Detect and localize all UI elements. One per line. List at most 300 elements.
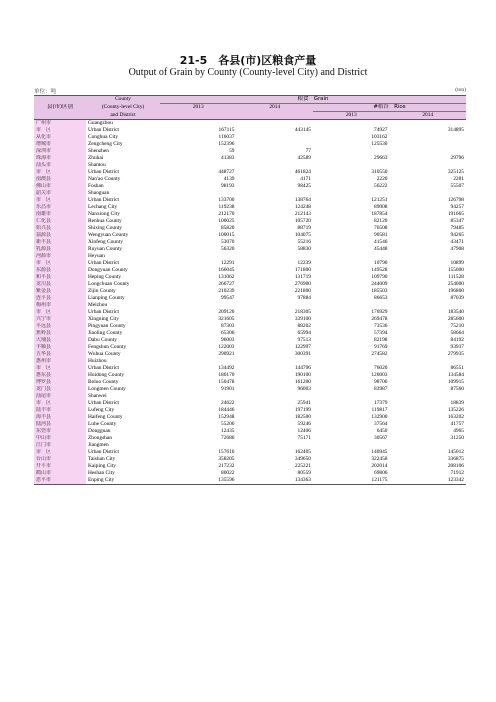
cell-rice-2014	[390, 141, 467, 148]
cell-county-cn: 东源县	[34, 267, 86, 274]
cell-grain-2013: 212170	[218, 211, 235, 217]
cell-rice-2013: 45448	[374, 246, 388, 252]
cell-grain-2013	[160, 253, 237, 260]
cell-rice-2013	[313, 393, 390, 400]
cell-county-cn: 中山市	[34, 435, 86, 442]
cell-county-en: Shaoguan	[88, 190, 110, 196]
table-row	[34, 204, 466, 211]
cell-county-cn: 台山市	[34, 456, 86, 463]
header-rice: #稻谷 Rice	[313, 104, 466, 112]
cell-grain-2013: 166045	[218, 267, 235, 273]
cell-county-en: Shixing County	[88, 225, 122, 231]
cell-county-en: Lianping County	[88, 295, 125, 301]
cell-grain-2013: 85820	[221, 225, 235, 231]
cell-grain-2014: 218305	[294, 309, 311, 315]
cell-rice-2013: 149528	[371, 267, 388, 273]
cell-grain-2013: 65306	[221, 330, 235, 336]
table-row	[34, 456, 466, 463]
page-title-chinese: 21-5 各县(市)区粮食产量	[179, 54, 317, 67]
cell-rice-2013: 140945	[371, 449, 388, 455]
cell-county-en: Lufeng City	[88, 407, 115, 413]
cell-grain-2013: 96003	[221, 337, 235, 343]
cell-county-en: Urban District	[88, 449, 119, 455]
header-county-cn: 县(市)区别	[34, 104, 86, 112]
cell-rice-2013: 41546	[374, 239, 388, 245]
table-row	[34, 127, 466, 134]
cell-county-cn: 南雄市	[34, 211, 86, 218]
cell-rice-2013: 90581	[374, 232, 388, 238]
table-row	[34, 246, 466, 253]
cell-county-en: Renhua County	[88, 218, 122, 224]
cell-grain-2013: 72686	[221, 435, 235, 441]
page-title-english: Output of Grain by County (County-level City) and District	[128, 67, 368, 78]
cell-rice-2013: 76508	[374, 225, 388, 231]
cell-grain-2014	[237, 442, 314, 449]
cell-county-en: Jiaoling County	[88, 330, 123, 336]
table-row	[34, 358, 466, 365]
cell-rice-2014: 285600	[447, 316, 464, 322]
cell-rice-2014	[390, 190, 467, 197]
table-row	[34, 323, 466, 330]
cell-grain-2014: 162405	[294, 449, 311, 455]
cell-rice-2014: 47908	[450, 246, 464, 252]
cell-county-cn: 连平县	[34, 295, 86, 302]
cell-rice-2013: 109790	[371, 274, 388, 280]
cell-rice-2013	[313, 120, 390, 128]
cell-county-en: Urban District	[88, 127, 119, 133]
header-county-en-1: County	[86, 96, 160, 104]
cell-county-cn: 陆丰市	[34, 407, 86, 414]
cell-rice-2013: 37564	[374, 421, 388, 427]
cell-rice-2013: 6450	[376, 428, 388, 434]
header-rice-2013: 2013	[313, 112, 390, 120]
cell-grain-2013: 116037	[218, 134, 235, 140]
cell-grain-2013: 12435	[221, 428, 235, 434]
cell-grain-2014: 12239	[297, 260, 311, 266]
cell-county-en: Guangzhou	[88, 120, 113, 126]
cell-rice-2014	[390, 358, 467, 365]
cell-county-en: Wengyuan County	[88, 232, 129, 238]
cell-grain-2014: 104075	[294, 232, 311, 238]
cell-county-en: Haifeng County	[88, 414, 123, 420]
cell-rice-2014	[390, 120, 467, 128]
unit-label-english: (ton)	[455, 87, 466, 93]
cell-county-en: Nanxiong City	[88, 211, 120, 217]
cell-grain-2013: 24622	[221, 400, 235, 406]
cell-county-cn: 深圳市	[34, 148, 86, 155]
cell-county-en: Zhuhai	[88, 155, 104, 161]
cell-grain-2014: 88202	[297, 323, 311, 329]
cell-county-en: Dongguan	[88, 428, 111, 434]
table-row	[34, 309, 466, 316]
cell-county-en: Heshan City	[88, 470, 115, 476]
table-row	[34, 330, 466, 337]
cell-rice-2014: 18839	[450, 400, 464, 406]
cell-rice-2014	[390, 302, 467, 309]
cell-county-cn: 开平市	[34, 463, 86, 470]
table-row	[34, 449, 466, 456]
cell-grain-2014: 197199	[294, 407, 311, 413]
grain-output-table	[34, 95, 466, 485]
cell-rice-2014: 135226	[447, 407, 464, 413]
cell-grain-2013: 217232	[218, 463, 235, 469]
cell-county-en: Huidong County	[88, 372, 125, 378]
table-row	[34, 400, 466, 407]
cell-grain-2014: 75171	[297, 435, 311, 441]
table-row	[34, 148, 466, 155]
cell-county-en: Urban District	[88, 260, 119, 266]
cell-county-cn: 市 区	[34, 127, 86, 134]
cell-county-cn: 仁化县	[34, 218, 86, 225]
cell-grain-2014	[237, 190, 314, 197]
cell-grain-2013: 100015	[218, 232, 235, 238]
cell-county-cn: 南澳县	[34, 176, 86, 183]
cell-rice-2014: 126798	[447, 197, 464, 203]
cell-rice-2014: 55507	[450, 183, 464, 189]
cell-county-cn: 兴宁市	[34, 316, 86, 323]
cell-rice-2014: 191665	[447, 211, 464, 217]
cell-grain-2014	[237, 358, 314, 365]
cell-county-cn: 和平县	[34, 274, 86, 281]
table-row	[34, 316, 466, 323]
cell-county-en: Urban District	[88, 400, 119, 406]
cell-rice-2013: 69806	[374, 470, 388, 476]
cell-rice-2013: 187854	[371, 211, 388, 217]
cell-grain-2013: 98193	[221, 183, 235, 189]
cell-county-cn: 珠海市	[34, 155, 86, 162]
cell-grain-2013: 167115	[218, 127, 235, 133]
cell-rice-2013: 274582	[371, 351, 388, 357]
cell-grain-2013: 321605	[218, 316, 235, 322]
cell-rice-2013: 83987	[374, 386, 388, 392]
cell-grain-2014: 276900	[294, 281, 311, 287]
cell-rice-2014: 254000	[447, 281, 464, 287]
table-row	[34, 239, 466, 246]
cell-grain-2014: 190100	[294, 372, 311, 378]
table-row	[34, 470, 466, 477]
cell-county-cn: 始兴县	[34, 225, 86, 232]
table-header	[34, 96, 466, 120]
cell-grain-2014: 349650	[294, 456, 311, 462]
cell-grain-2013: 59	[229, 148, 235, 154]
cell-grain-2013: 209126	[218, 309, 235, 315]
cell-rice-2014: 79485	[450, 225, 464, 231]
cell-county-cn: 紫金县	[34, 288, 86, 295]
cell-grain-2013	[160, 358, 237, 365]
unit-label-chinese: 单位：吨	[34, 89, 57, 95]
cell-rice-2013: 125530	[371, 141, 388, 147]
table-row	[34, 386, 466, 393]
cell-county-en: Enping City	[86, 477, 160, 485]
cell-rice-2013: 120003	[371, 372, 388, 378]
cell-rice-2014: 111528	[448, 274, 464, 280]
cell-rice-2014: 314895	[447, 127, 464, 133]
cell-rice-2014: 10899	[450, 260, 464, 266]
cell-rice-2013: 119817	[371, 407, 388, 413]
header-rice-2014: 2014	[390, 112, 467, 120]
cell-county-en: Longmen County	[88, 386, 126, 392]
cell-grain-2014: 77	[305, 148, 311, 154]
table-row	[34, 183, 466, 190]
cell-county-en: Xingning City	[88, 316, 119, 322]
cell-grain-2013: 4139	[223, 176, 235, 182]
cell-rice-2014: 87039	[450, 295, 464, 301]
cell-grain-2013: 122003	[218, 344, 235, 350]
cell-county-cn: 乐昌市	[34, 204, 86, 211]
cell-county-cn: 市 区	[34, 309, 86, 316]
cell-county-cn: 韶关市	[34, 190, 86, 197]
table-row	[34, 267, 466, 274]
cell-rice-2013: 30567	[374, 435, 388, 441]
table-row	[34, 421, 466, 428]
cell-grain-2013	[160, 162, 237, 169]
cell-county-en: Heyuan	[88, 253, 105, 259]
cell-grain-2014: 96003	[297, 386, 311, 392]
cell-rice-2014: 87560	[450, 386, 464, 392]
table-row	[34, 225, 466, 232]
cell-grain-2013: 134492	[218, 365, 235, 371]
cell-county-en: Nan'ao County	[88, 176, 121, 182]
cell-rice-2014: 41757	[450, 421, 464, 427]
cell-grain-2014	[237, 134, 314, 141]
cell-rice-2014: 279935	[447, 351, 464, 357]
cell-rice-2014	[390, 148, 467, 155]
table-row	[34, 337, 466, 344]
cell-rice-2013: 176929	[371, 309, 388, 315]
table-row	[34, 162, 466, 169]
cell-grain-2013: 80022	[221, 470, 235, 476]
table-row	[34, 134, 466, 141]
cell-county-cn: 市 区	[34, 260, 86, 267]
cell-grain-2014: 124248	[294, 204, 311, 210]
header-grain: 粮食 Grain	[160, 96, 466, 104]
cell-county-cn: 大埔县	[34, 337, 86, 344]
cell-county-en: Longchuan County	[88, 281, 130, 287]
cell-county-en: Foshan	[88, 183, 104, 189]
cell-grain-2014: 300391	[294, 351, 311, 357]
cell-rice-2013	[313, 358, 390, 365]
cell-county-cn: 鹤山市	[34, 470, 86, 477]
cell-county-en: Shenzhen	[88, 148, 109, 154]
cell-rice-2013: 57394	[374, 330, 388, 336]
cell-county-en: Dabu County	[88, 337, 117, 343]
cell-county-en: Shantou	[88, 162, 106, 168]
table-row	[34, 477, 466, 485]
cell-grain-2014: 4171	[300, 176, 311, 182]
cell-grain-2014	[237, 393, 314, 400]
cell-rice-2014: 31250	[450, 435, 464, 441]
cell-grain-2014: 25941	[297, 400, 311, 406]
cell-grain-2014: 212143	[294, 211, 311, 217]
cell-rice-2013: 98706	[374, 379, 388, 385]
cell-county-en: Taishan City	[88, 456, 116, 462]
table-row	[34, 442, 466, 449]
cell-grain-2013	[160, 302, 237, 309]
cell-grain-2014	[237, 162, 314, 169]
cell-rice-2013: 244009	[371, 281, 388, 287]
cell-grain-2013: 150478	[218, 379, 235, 385]
cell-county-cn: 龙门县	[34, 386, 86, 393]
cell-grain-2013: 133700	[218, 197, 235, 203]
cell-grain-2013	[160, 120, 237, 128]
cell-grain-2013: 100025	[218, 218, 235, 224]
cell-grain-2014: 134363	[237, 477, 314, 485]
cell-rice-2014: 29796	[450, 155, 464, 161]
table-row	[34, 344, 466, 351]
cell-grain-2013: 41383	[221, 155, 235, 161]
cell-county-cn: 广州市	[34, 120, 86, 128]
table-row	[34, 274, 466, 281]
cell-rice-2014: 4965	[453, 428, 464, 434]
cell-county-cn: 惠州市	[34, 358, 86, 365]
cell-rice-2013: 103162	[371, 134, 388, 140]
cell-rice-2013: 185503	[371, 288, 388, 294]
cell-county-cn: 汕尾市	[34, 393, 86, 400]
cell-grain-2013: 12291	[221, 260, 235, 266]
cell-rice-2013: 89008	[374, 204, 388, 210]
cell-county-cn: 河源市	[34, 253, 86, 260]
cell-county-en: Lechang City	[88, 204, 118, 210]
cell-grain-2014: 97513	[297, 337, 311, 343]
cell-rice-2013: 322458	[371, 456, 388, 462]
cell-rice-2013: 269478	[371, 316, 388, 322]
cell-county-en: Pingyuan County	[88, 323, 126, 329]
cell-grain-2013: 180170	[218, 372, 235, 378]
cell-rice-2014: 93937	[450, 344, 464, 350]
cell-county-cn: 江门市	[34, 442, 86, 449]
cell-county-en: Shanwei	[88, 393, 107, 399]
cell-grain-2013: 184446	[218, 407, 235, 413]
cell-rice-2014: 109915	[447, 379, 464, 385]
cell-county-en: Jiangmen	[88, 442, 109, 448]
cell-county-cn: 丰顺县	[34, 344, 86, 351]
cell-grain-2013: 56320	[221, 246, 235, 252]
table-row	[34, 260, 466, 267]
cell-county-cn: 佛山市	[34, 183, 86, 190]
cell-grain-2014: 443145	[294, 127, 311, 133]
cell-county-en: Urban District	[88, 169, 119, 175]
cell-grain-2014	[237, 120, 314, 128]
header-county-en-2: (County-level City)	[86, 104, 160, 112]
table-row	[34, 197, 466, 204]
cell-grain-2013: 53070	[221, 239, 235, 245]
table-row	[34, 463, 466, 470]
header-blank-2	[34, 112, 86, 120]
cell-county-en: Urban District	[88, 197, 119, 203]
cell-grain-2014: 88719	[297, 225, 311, 231]
cell-rice-2013: 86653	[374, 295, 388, 301]
cell-county-en: Urban District	[88, 365, 119, 371]
cell-rice-2013: 10790	[374, 260, 388, 266]
header-blank-4	[237, 112, 314, 120]
cell-rice-2014	[390, 393, 467, 400]
header-blank-3	[160, 112, 237, 120]
cell-grain-2013	[160, 442, 237, 449]
table-row	[34, 379, 466, 386]
cell-county-en: Zengcheng City	[88, 141, 123, 147]
table-row	[34, 414, 466, 421]
cell-rice-2013: 29663	[374, 155, 388, 161]
cell-rice-2014: 183540	[447, 309, 464, 315]
cell-rice-2013	[313, 190, 390, 197]
cell-rice-2014	[390, 253, 467, 260]
cell-county-cn: 惠东县	[34, 372, 86, 379]
cell-rice-2013: 82198	[374, 337, 388, 343]
cell-county-en: Zijin County	[88, 288, 116, 294]
table-row	[34, 169, 466, 176]
header-grain-2013: 2013	[160, 104, 237, 112]
cell-county-en: Boluo County	[88, 379, 119, 385]
table-row	[34, 155, 466, 162]
cell-rice-2014: 94257	[450, 204, 464, 210]
cell-grain-2013	[160, 190, 237, 197]
cell-rice-2013: 17379	[374, 400, 388, 406]
cell-rice-2013	[313, 253, 390, 260]
header-grain-2014: 2014	[237, 104, 314, 112]
cell-grain-2013: 290921	[218, 351, 235, 357]
cell-rice-2013	[313, 442, 390, 449]
cell-grain-2014: 131719	[294, 274, 311, 280]
cell-grain-2014: 58830	[297, 246, 311, 252]
cell-county-en: Zhongshan	[88, 435, 112, 441]
cell-county-cn: 汕头市	[34, 162, 86, 169]
cell-grain-2013: 152948	[218, 414, 235, 420]
cell-grain-2013: 119238	[218, 204, 235, 210]
cell-county-cn: 海丰县	[34, 414, 86, 421]
cell-county-cn: 翁源县	[34, 232, 86, 239]
cell-rice-2014: 163202	[447, 414, 464, 420]
header-blank	[34, 96, 86, 104]
cell-county-en: Dongyuan County	[88, 267, 128, 273]
cell-county-en: Xinfeng County	[88, 239, 123, 245]
cell-county-cn: 市 区	[34, 169, 86, 176]
cell-grain-2014: 122997	[294, 344, 311, 350]
cell-grain-2014: 59246	[297, 421, 311, 427]
cell-rice-2013: 202014	[371, 463, 388, 469]
table-row	[34, 288, 466, 295]
cell-county-en: Kaiping City	[88, 463, 117, 469]
cell-county-cn: 蕉岭县	[34, 330, 86, 337]
cell-grain-2013: 210239	[218, 288, 235, 294]
cell-grain-2014: 461824	[294, 169, 311, 175]
cell-rice-2014: 123342	[390, 477, 467, 485]
cell-county-cn: 恩平市	[34, 477, 86, 485]
cell-grain-2013: 152396	[218, 141, 235, 147]
table-row	[34, 351, 466, 358]
cell-grain-2013: 157616	[218, 449, 235, 455]
cell-rice-2014: 208106	[447, 463, 464, 469]
table-row	[34, 120, 466, 128]
cell-county-cn: 博罗县	[34, 379, 86, 386]
cell-grain-2014: 171800	[294, 267, 311, 273]
cell-rice-2014: 71912	[450, 470, 464, 476]
cell-county-cn: 市 区	[34, 365, 86, 372]
cell-grain-2014: 182500	[294, 414, 311, 420]
table-row	[34, 428, 466, 435]
cell-rice-2014	[390, 134, 467, 141]
cell-grain-2014: 138764	[294, 197, 311, 203]
cell-rice-2013: 91769	[374, 344, 388, 350]
cell-rice-2013: 2220	[376, 176, 388, 182]
cell-grain-2013: 99547	[221, 295, 235, 301]
cell-rice-2014: 2281	[453, 176, 464, 182]
table-row	[34, 295, 466, 302]
cell-county-en: Heping County	[88, 274, 122, 280]
cell-county-cn: 梅州市	[34, 302, 86, 309]
cell-grain-2014: 161200	[294, 379, 311, 385]
cell-rice-2013: 74927	[374, 127, 388, 133]
cell-grain-2014: 97884	[297, 295, 311, 301]
